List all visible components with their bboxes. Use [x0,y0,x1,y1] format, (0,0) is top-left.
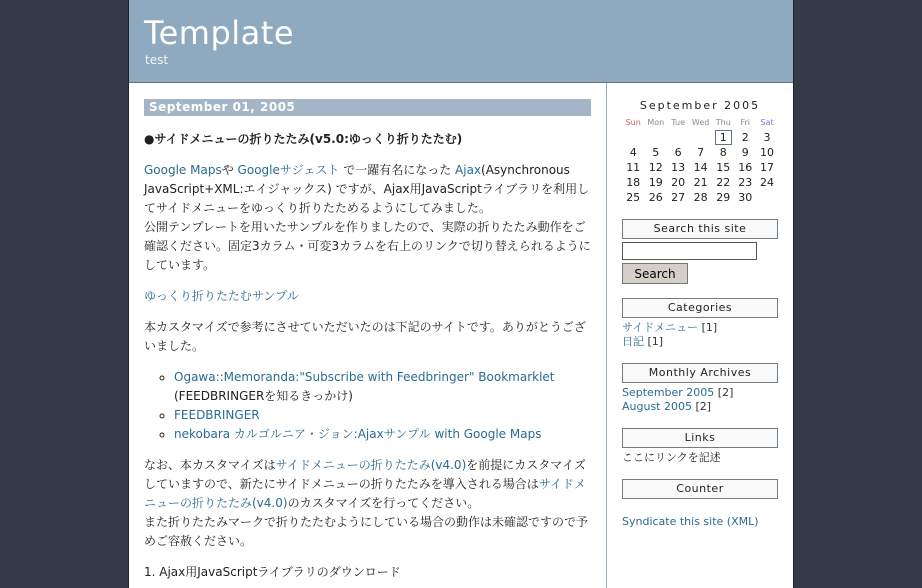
calendar-day [622,130,644,145]
list-item [622,400,778,414]
calendar-day-number: 4 [629,146,637,159]
calendar-day [734,190,756,205]
weekday: Tue [671,117,686,127]
links-heading: Links [622,428,778,448]
calendar-day [756,190,778,205]
category-count: [1] [701,321,718,334]
list-item [174,406,591,425]
google-maps-link[interactable]: Google Maps [144,163,222,177]
calendar-day-number: 22 [716,176,731,189]
text: なお、本カスタマイズは [144,458,276,472]
calendar-day-number: 30 [738,191,753,204]
calendar-day-number: 8 [719,146,727,159]
archives-list [622,386,778,414]
calendar-day [667,145,689,160]
calendar-day-number: 29 [716,191,731,204]
calendar-day-number: 11 [626,161,641,174]
calendar-day-number: 6 [674,146,682,159]
post-content [144,99,591,588]
reference-list [144,368,591,444]
calendar-day-number: 3 [763,131,771,144]
post-title: ●サイドメニューの折りたたみ(v5.0:ゆっくり折りたたむ) [144,132,463,146]
calendar-day [667,175,689,190]
calendar-day-number: 25 [626,191,641,204]
text: 公開テンプレートを用いたサンプルを作りましたので、実際の折りたたみ動作をご確認ください。固定3カラム・可変3カラムを右上のリンクで切り替えられるようにしています。 [144,220,591,272]
text: のカスタマイズを行ってください。 [287,496,480,510]
calendar [622,99,778,205]
calendar-day [644,160,667,175]
calendar-day [734,145,756,160]
sample-paragraph [144,287,591,306]
search-heading: Search this site [622,219,778,239]
calendar-title: September 2005 [639,99,761,112]
calendar-day-number: 1 [715,130,732,145]
syndicate-link[interactable]: Syndicate this site (XML) [622,515,759,528]
calendar-day [712,175,734,190]
search-button[interactable]: Search [622,263,688,284]
weekday: Thu [715,117,731,127]
calendar-day-number: 2 [741,131,749,144]
calendar-day [644,175,667,190]
calendar-day [667,190,689,205]
calendar-day-number: 26 [648,191,663,204]
calendar-day [622,160,644,175]
categories-heading: Categories [622,298,778,318]
calendar-day [756,145,778,160]
post-paragraph [144,456,591,551]
weekday: Mon [647,117,665,127]
calendar-day [734,160,756,175]
calendar-table [622,114,778,205]
text: で一躍有名になった [339,163,456,177]
calendar-day [756,160,778,175]
calendar-week [622,175,778,190]
calendar-day-number: 15 [716,161,731,174]
calendar-day [712,145,734,160]
post-paragraph [144,161,591,275]
calendar-day [734,175,756,190]
calendar-day-number: 14 [693,161,708,174]
calendar-day [667,130,689,145]
list-item [174,368,591,406]
sidebar [622,83,778,529]
reference-note: (FEEDBRINGERを知るきっかけ) [174,389,353,403]
calendar-week [622,130,778,145]
weekday: Fri [740,117,751,127]
reference-link[interactable]: nekobara カルゴルニア・ジョン:Ajaxサンプル with Google Maps [174,427,542,441]
post-paragraph: 本カスタマイズで参考にさせていただいたのは下記のサイトです。ありがとうございました。 [144,320,586,353]
category-link[interactable]: サイドメニュー [622,321,699,334]
calendar-day-number: 20 [671,176,686,189]
main-column [129,83,607,588]
calendar-day-number: 19 [648,176,663,189]
text: を前提にカスタマイズしていますので、新たにサイドメニューの折りたたみを導入される場合は [144,458,586,491]
calendar-day [622,175,644,190]
calendar-day-number: 17 [760,161,775,174]
calendar-day[interactable] [712,130,734,145]
calendar-week [622,190,778,205]
page-wrapper [128,0,794,588]
calendar-day [756,130,778,145]
calendar-day [622,190,644,205]
calendar-day [667,160,689,175]
archives-heading: Monthly Archives [622,363,778,383]
calendar-day-number: 16 [738,161,753,174]
site-description: test [145,53,169,67]
weekday: Sat [760,117,774,127]
calendar-weekdays [622,114,778,130]
calendar-day [756,175,778,190]
v4-link[interactable]: サイドメニューの折りたたみ(v4.0) [144,477,586,510]
ajax-link[interactable]: Ajax [455,163,482,177]
calendar-week [622,160,778,175]
site-header [129,0,793,83]
search-input[interactable] [622,242,757,260]
calendar-day [644,145,667,160]
calendar-day-number: 5 [652,146,660,159]
list-item [174,425,591,444]
weekday: Wed [691,117,710,127]
calendar-day [689,190,712,205]
archive-count: [2] [717,386,734,399]
calendar-day-number: 21 [693,176,708,189]
step-heading: 1. Ajax用JavaScriptライブラリのダウンロード [144,565,401,579]
category-count: [1] [647,335,664,348]
calendar-day [689,175,712,190]
archive-link[interactable]: August 2005 [622,400,692,413]
calendar-day-number: 27 [671,191,686,204]
calendar-day-number: 12 [648,161,663,174]
calendar-day-number: 9 [741,146,749,159]
reference-link[interactable]: FEEDBRINGER [174,408,260,422]
calendar-day-number: 24 [760,176,775,189]
calendar-day [644,190,667,205]
calendar-day [712,160,734,175]
calendar-day [712,190,734,205]
calendar-day-number: 28 [693,191,708,204]
list-item [622,386,778,400]
list-item [622,321,778,335]
calendar-day-number: 7 [697,146,705,159]
v4-link[interactable]: サイドメニューの折りたたみ(v4.0) [275,458,467,472]
reference-link[interactable]: Ogawa::Memoranda:"Subscribe with Feedbringer" Bookmarklet [174,370,555,384]
archive-count: [2] [695,400,712,413]
text: また折りたたみマークで折りたたむようにしている場合の動作は未確認ですので予めご容赦ください。 [144,515,589,548]
list-item [622,335,778,349]
calendar-day-number: 23 [738,176,753,189]
google-suggest-link[interactable]: Googleサジェスト [237,163,340,177]
post-body [144,161,591,582]
calendar-day-number: 13 [671,161,686,174]
sample-link[interactable]: ゆっくり折りたたむサンプル [144,289,299,303]
weekday: Sun [625,117,641,127]
categories-list [622,321,778,349]
calendar-day [689,145,712,160]
links-text: ここにリンクを記述 [622,451,721,464]
calendar-day [689,160,712,175]
date-header: September 01, 2005 [144,99,591,116]
text: (Asynchronous JavaScript+XML:エイジャックス) ですが、Ajax用JavaScriptライブラリを利用してサイドメニューをゆっくり折りたためるようにしてみました。 [144,163,590,215]
calendar-day [644,130,667,145]
text: や [221,163,238,177]
counter-heading: Counter [622,479,778,499]
syndicate-row [622,515,778,529]
calendar-week [622,145,778,160]
site-title[interactable]: Template [144,14,295,52]
calendar-day-number: 18 [626,176,641,189]
calendar-day [622,145,644,160]
calendar-day [734,130,756,145]
calendar-day [689,130,712,145]
category-link[interactable]: 日記 [622,335,644,348]
archive-link[interactable]: September 2005 [622,386,715,399]
calendar-days [622,130,778,205]
calendar-day-number: 10 [760,146,775,159]
